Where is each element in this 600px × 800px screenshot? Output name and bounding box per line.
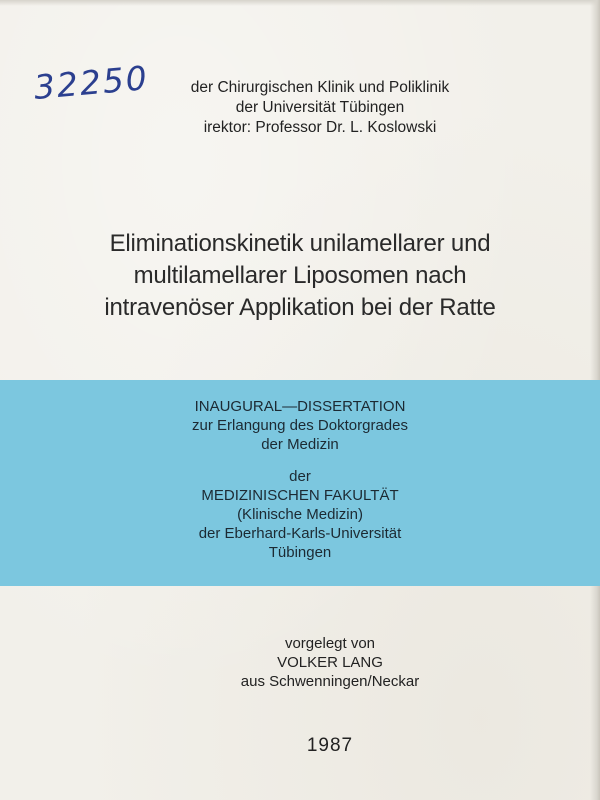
author-name: VOLKER LANG xyxy=(277,654,383,671)
presented-by: vorgelegt von xyxy=(284,635,376,652)
degree-line-1: INAUGURAL—DISSERTATION xyxy=(194,398,406,415)
publication-year: 1987 xyxy=(306,735,354,756)
title-line-3: intravenöser Applikation bei der Ratte xyxy=(104,294,496,321)
author-origin: aus Schwenningen/Neckar xyxy=(240,673,420,690)
handwritten-shelf-mark: 32250 xyxy=(32,58,151,107)
degree-line-3: der Medizin xyxy=(261,436,339,453)
faculty-line-3: (Klinische Medizin) xyxy=(237,506,363,523)
faculty-line-2: MEDIZINISCHEN FAKULTÄT xyxy=(201,487,399,504)
institution-line-3: irektor: Professor Dr. L. Koslowski xyxy=(203,119,437,136)
author-block xyxy=(150,634,510,691)
dissertation-title xyxy=(40,228,560,324)
band-text xyxy=(100,397,500,562)
institution-line-2: der Universität Tübingen xyxy=(235,99,405,116)
faculty-line-4: der Eberhard-Karls-Universität xyxy=(198,525,402,542)
institution-header xyxy=(150,78,490,138)
institution-line-1: der Chirurgischen Klinik und Poliklinik xyxy=(190,79,450,96)
top-edge xyxy=(0,0,600,6)
band-spacer xyxy=(100,454,500,467)
degree-line-2: zur Erlangung des Doktorgrades xyxy=(192,417,408,434)
faculty-line-5: Tübingen xyxy=(268,544,332,561)
title-line-2: multilamellarer Liposomen nach xyxy=(133,262,467,289)
title-line-1: Eliminationskinetik unilamellarer und xyxy=(109,230,491,257)
faculty-line-1: der xyxy=(289,468,311,485)
